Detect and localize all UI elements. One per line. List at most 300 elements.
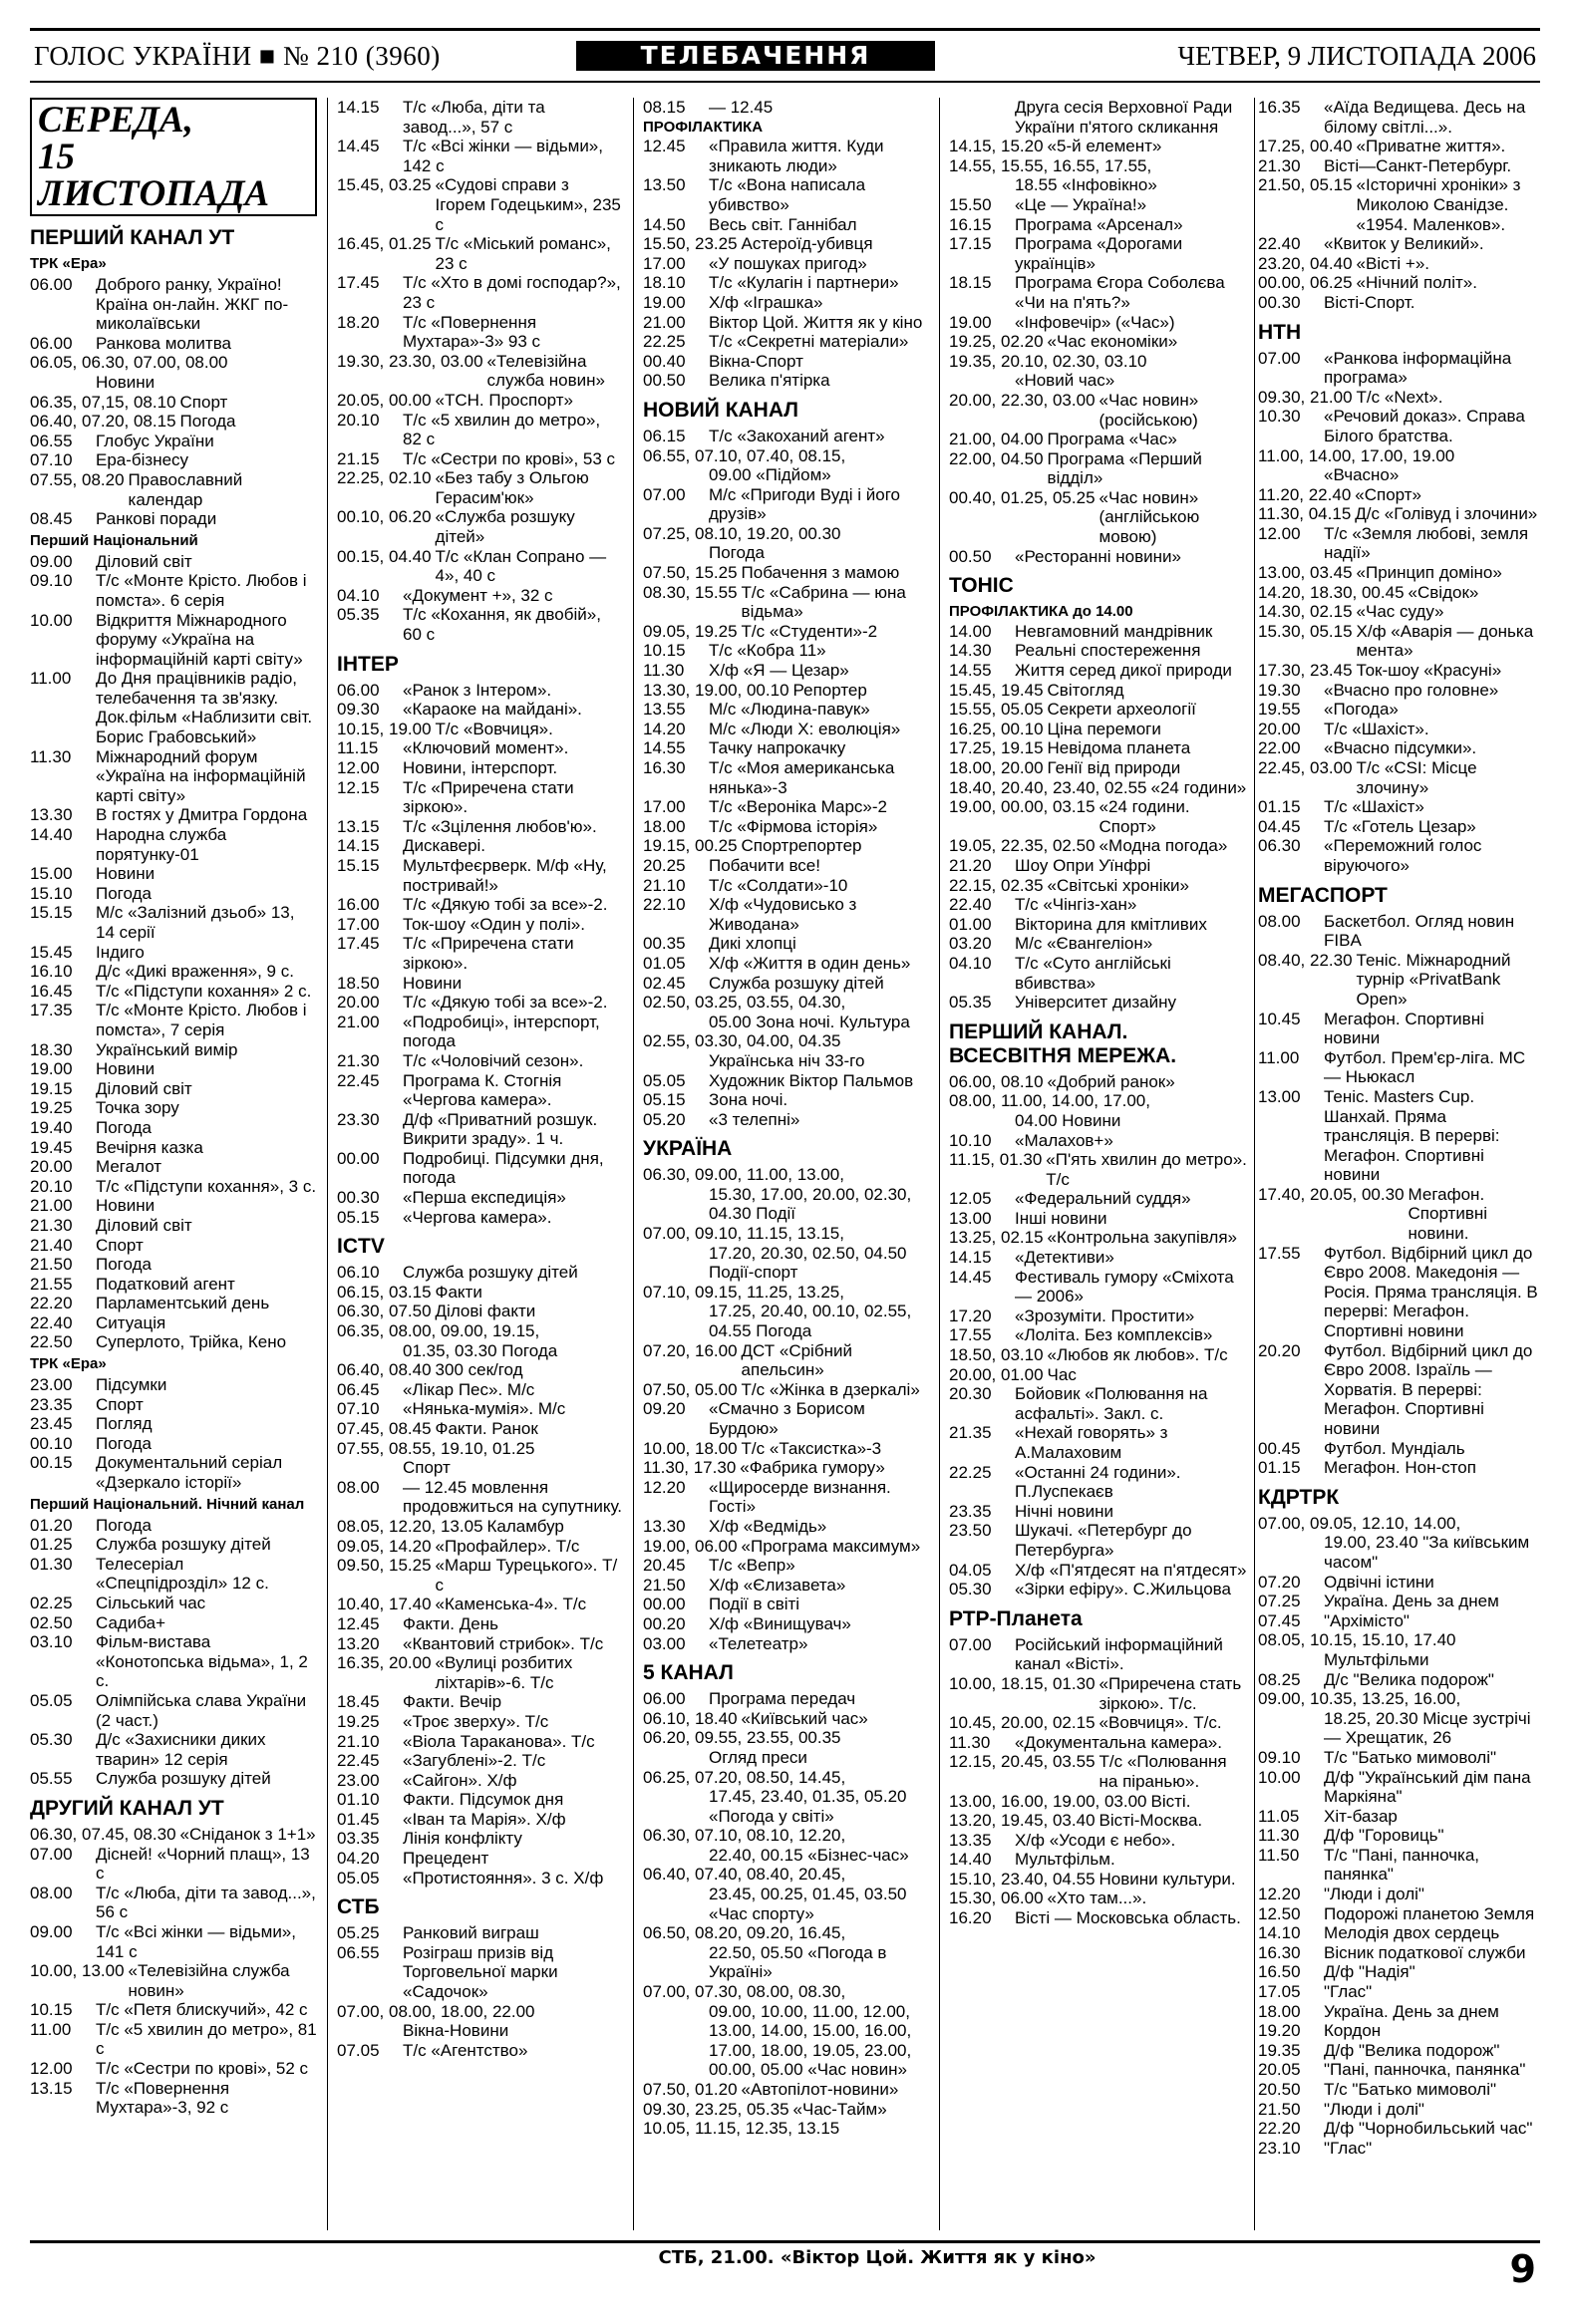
listing-entry — [949, 720, 1250, 739]
listing-time: 04.45 — [1258, 816, 1301, 836]
channel-heading: КДРТРК — [1258, 1485, 1340, 1509]
listing-title: Погляд — [96, 1414, 153, 1434]
listing-entry — [1258, 817, 1540, 837]
listing-title: «Смачно з Борисом Бурдою» — [709, 1399, 865, 1438]
listing-title: Д/с «Дикі враження», 9 с. — [96, 962, 294, 982]
listing-entry — [1258, 1689, 1540, 1709]
listing-entry — [1258, 583, 1540, 603]
listing-title: Подробиці. Підсумки дня, погода — [403, 1148, 604, 1188]
listing-entry — [643, 1728, 928, 1748]
listing-entry — [949, 1674, 1250, 1713]
listing-title: Т/с «Петя блискучий», 42 с — [96, 2000, 308, 2020]
listing-title: Світогляд — [1047, 680, 1124, 700]
listing-title: Т/с «Шахіст» — [1324, 797, 1424, 817]
listing-entry — [337, 468, 622, 507]
listing-time: 12.20 — [643, 1477, 686, 1497]
listing-time: 09.50, 15.25 — [337, 1556, 432, 1576]
listing-entry — [30, 552, 317, 572]
listing-entry — [30, 1375, 317, 1395]
listing-title: Т/с "Пані, панночка, панянка" — [1324, 1845, 1480, 1885]
listing-entry — [30, 1332, 317, 1352]
listing-title: Мелодія двох сердець — [1324, 1923, 1500, 1943]
listing-title: Т/с «Земля любові, земля надії» — [1324, 523, 1529, 563]
listing-entry — [949, 1365, 1250, 1385]
listing-time: 08.45 — [30, 509, 73, 529]
listing-entry — [1258, 1768, 1540, 1807]
listing-time: 12.05 — [949, 1189, 992, 1209]
listing-time: 18.40, 20.40, 23.40, 02.55 — [949, 777, 1147, 797]
listing-title: Мультфеєрверк. М/ф «Ну, постривай!» — [403, 855, 607, 895]
listing-entry — [949, 195, 1250, 215]
listing-time: 19.00, 00.00, 03.15 — [949, 797, 1096, 817]
listing-title — [845, 524, 928, 544]
listing-entry — [30, 903, 317, 942]
listing-time: 08.00 — [337, 1477, 380, 1497]
listing-title: Програма «Арсенал» — [1015, 214, 1183, 234]
listing-entry — [643, 738, 928, 758]
listing-title: Т/с «Готель Цезар» — [1324, 816, 1476, 836]
listing-time: 18.20 — [337, 312, 380, 332]
listing-continuation: Огляд преси — [709, 1747, 807, 1767]
listing-entry — [30, 611, 317, 670]
listing-title: «Без табу з Ольгою Герасим'юк» — [435, 468, 589, 507]
listing-entry — [949, 797, 1250, 836]
listing-entry — [30, 1275, 317, 1295]
listing-title: Вікторина для кмітливих — [1015, 914, 1207, 934]
listing-time: 13.20 — [337, 1633, 380, 1653]
listing-time: 16.10 — [30, 962, 73, 982]
listing-time: 22.10 — [643, 895, 686, 915]
listing-entry — [949, 156, 1250, 176]
listing-continuation: 18.25, 20.30 Місце зустрічі — Хрещатик, 26 — [1324, 1708, 1531, 1748]
listing-entry — [337, 993, 622, 1013]
listing-time: 03.35 — [337, 1829, 380, 1849]
listing-title: «Федеральний суддя» — [1015, 1189, 1191, 1209]
listing-title: Т/с "Батько мимоволі" — [1324, 1747, 1497, 1767]
listing-entry — [643, 1595, 928, 1614]
listing-entry — [337, 234, 622, 273]
listing-time: 00.50 — [643, 371, 686, 391]
listing-time: 01.25 — [30, 1535, 73, 1555]
listing-column-4 — [949, 98, 1250, 2230]
listing-title: «Добрий ранок» — [1047, 1071, 1175, 1091]
listing-title: Документальний серіал «Дзеркало історії» — [96, 1453, 283, 1493]
listing-entry — [1258, 1048, 1540, 1087]
listing-entry — [1258, 1670, 1540, 1690]
listing-time: 20.00, 01.00 — [949, 1364, 1044, 1384]
listing-entry — [949, 1189, 1250, 1209]
listing-time: 10.00, 18.15, 01.30 — [949, 1673, 1096, 1693]
listing-entry — [30, 432, 317, 451]
listing-entry — [1258, 622, 1540, 661]
listing-entry — [949, 1831, 1250, 1851]
listing-time: 11.30, 17.30 — [643, 1458, 737, 1478]
listing-title: «Речовий доказ». Справа Білого братства. — [1324, 407, 1525, 445]
listing-time: 14.20 — [643, 719, 686, 738]
listing-title: Програма «Час» — [1047, 430, 1177, 449]
listing-time: 19.55 — [1258, 700, 1301, 720]
listing-time: 18.00, 20.00 — [949, 758, 1044, 777]
listing-title: Весь світ. Ганнібал — [709, 214, 857, 234]
listing-entry — [949, 1521, 1250, 1560]
listing-time: 16.30 — [1258, 1942, 1301, 1962]
listing-title: Підсумки — [96, 1375, 167, 1395]
channel-heading: ДРУГИЙ КАНАЛ УТ — [30, 1796, 224, 1820]
listing-entry — [337, 1790, 622, 1810]
channel-subheading: ТРК «Ера» — [30, 255, 107, 272]
listing-title: «Марш Турецького». Т/с — [435, 1556, 618, 1595]
listing-entry — [337, 1439, 622, 1459]
listing-time: 11.00, 14.00, 17.00, 19.00 — [1258, 445, 1455, 465]
listing-title: Секрети археології — [1047, 700, 1196, 720]
listing-title: Факти. Підсумок дня — [403, 1790, 564, 1810]
listing-title: Реальні спостереження — [1015, 641, 1201, 661]
listing-entry — [643, 1982, 928, 2002]
listing-time: 15.30, 06.00 — [949, 1888, 1044, 1908]
listing-title: Т/с «Суто англійські вбивства» — [1015, 953, 1171, 993]
listing-time: 22.25 — [949, 1462, 992, 1482]
listing-entry — [30, 1613, 317, 1633]
listing-entry — [949, 778, 1250, 798]
listing-title: Т/с «Приречена стати зіркою». — [403, 934, 574, 973]
listing-title: Діловий світ — [96, 1215, 192, 1235]
listing-title: Т/с «Люба, діти та завод...», 57 с — [403, 98, 545, 137]
listing-entry — [337, 1751, 622, 1771]
listing-time: 20.00 — [30, 1157, 73, 1177]
listing-title: Мегафон. Спортивні новини. — [1408, 1184, 1488, 1244]
listing-entry — [337, 1810, 622, 1830]
listing-entry — [643, 1556, 928, 1576]
listing-time: 05.15 — [643, 1090, 686, 1110]
listing-time: 19.35 — [1258, 2040, 1301, 2060]
listing-time: 17.25, 19.15 — [949, 738, 1044, 758]
listing-entry — [30, 747, 317, 806]
listing-time: 07.00 — [1258, 348, 1301, 368]
listing-entry — [949, 1870, 1250, 1889]
listing-title: Д/с «Голівуд і злочини» — [1355, 504, 1538, 524]
listing-title: Д/с «Захисники диких тварин» 12 серія — [96, 1730, 266, 1769]
listing-time: 06.20, 09.55, 23.55, 00.35 — [643, 1728, 841, 1748]
listing-title: Х/ф «Іграшка» — [709, 292, 823, 312]
listing-entry — [643, 293, 928, 313]
listing-entry — [1258, 720, 1540, 739]
listing-entry — [1258, 234, 1540, 254]
listing-entry — [643, 1634, 928, 1654]
listing-entry — [949, 681, 1250, 701]
listing-notice: ПРОФІЛАКТИКА до 14.00 — [949, 603, 1133, 621]
listing-time: 08.00 — [30, 1883, 73, 1902]
listing-time: 06.30, 07.50 — [337, 1302, 432, 1321]
listing-time: 13.00 — [949, 1208, 992, 1228]
listing-column-5 — [1258, 98, 1540, 2230]
listing-time: 18.10 — [643, 273, 686, 293]
listing-time: 15.45, 19.45 — [949, 680, 1044, 700]
listing-entry — [949, 313, 1250, 333]
listing-time: 06.30, 09.00, 11.00, 13.00, — [643, 1165, 844, 1185]
listing-entry — [1258, 700, 1540, 720]
listing-time: 15.15 — [30, 903, 73, 923]
listing-entry — [949, 1908, 1250, 1928]
listing-title: Х/ф «Ведмідь» — [709, 1516, 827, 1536]
listing-title: Служба розшуку дітей — [403, 1263, 578, 1283]
listing-time: 20.20 — [1258, 1340, 1301, 1360]
listing-time: 13.35 — [949, 1830, 992, 1850]
listing-title — [1151, 352, 1250, 372]
listing-entry — [643, 817, 928, 837]
listing-title — [845, 1031, 928, 1051]
listing-entry — [30, 1157, 317, 1177]
listing-time: 21.50, 05.15 — [1258, 175, 1353, 195]
listing-time: 23.50 — [949, 1521, 992, 1541]
listing-entry — [30, 1453, 317, 1492]
listing-title: Т/с «5 хвилин до метро», 81 с — [96, 2019, 317, 2059]
listing-time: 21.00 — [337, 1012, 380, 1031]
listing-entry — [949, 1384, 1250, 1423]
listing-title — [1464, 1689, 1540, 1709]
listing-entry — [949, 856, 1250, 876]
listing-title: «Приречена стать зіркою». Т/с. — [1099, 1673, 1242, 1713]
listing-entry — [949, 758, 1250, 778]
listing-title: Новини культури. — [1099, 1869, 1236, 1888]
listing-title: «Автопілот-новини» — [741, 2080, 899, 2099]
listing-entry — [949, 137, 1250, 156]
listing-title: Телесеріал «Спецпідрозділ» 12 с. — [96, 1554, 269, 1594]
listing-time: 22.25, 02.10 — [337, 468, 432, 488]
listing-time: 11.30 — [949, 1732, 991, 1752]
listing-title: «Детективи» — [1015, 1248, 1114, 1268]
listing-entry — [30, 1555, 317, 1594]
listing-entry — [949, 547, 1250, 567]
listing-title: Ранкова молитва — [96, 333, 231, 353]
listing-title: Український вимір — [96, 1039, 238, 1059]
listing-time: 14.30, 02.15 — [1258, 602, 1353, 622]
listing-entry — [1258, 681, 1540, 701]
listing-time: 22.15, 02.35 — [949, 875, 1044, 895]
listing-time: 08.15 — [643, 98, 686, 117]
listing-title: Т/с «Студенти»-2 — [741, 621, 878, 641]
listing-entry — [643, 563, 928, 583]
listing-entry — [643, 1689, 928, 1709]
listing-time: 12.15 — [337, 777, 380, 797]
listing-entry — [1258, 1982, 1540, 2002]
listing-entry — [30, 1079, 317, 1099]
listing-title: "Люди і долі" — [1324, 2099, 1424, 2119]
listing-title: «Спорт» — [1355, 484, 1421, 504]
listing-title: Т/с «Кохання, як двобій», 60 с — [403, 605, 601, 645]
listing-title: М/с «Євангеліон» — [1015, 934, 1153, 954]
listing-entry — [337, 1595, 622, 1614]
listing-time: 23.35 — [949, 1501, 992, 1521]
listing-time: 20.45 — [643, 1556, 686, 1576]
listing-time: 23.30 — [337, 1109, 380, 1129]
listing-title: Теніс. Міжнародний турнір «PrivatBank Open» — [1356, 950, 1511, 1009]
listing-entry — [949, 1463, 1250, 1502]
listing-time: 13.30 — [30, 805, 73, 825]
listing-continuation: 18.55 «Інфовікно» — [1015, 175, 1157, 195]
listing-entry — [1258, 407, 1540, 445]
listing-title — [1458, 446, 1540, 466]
listing-time: 05.15 — [337, 1207, 380, 1227]
listing-time: 13.20, 19.45, 03.40 — [949, 1811, 1096, 1831]
masthead — [30, 28, 1540, 83]
listing-time: 18.50 — [337, 973, 380, 993]
listing-entry — [949, 1228, 1250, 1248]
listing-time: 06.10 — [337, 1263, 380, 1283]
listing-entry — [30, 275, 317, 334]
listing-time: 19.20 — [1258, 2021, 1301, 2041]
listing-time: 06.10, 18.40 — [643, 1708, 738, 1728]
listing-title: Погода — [96, 1515, 152, 1535]
listing-title: Т/с «Міський романс», 23 с — [435, 234, 611, 273]
listing-title: Відкриття Міжнародного форуму «Україна на інформаційній карті світу» — [96, 610, 303, 669]
listing-time: 13.30, 19.00, 00.10 — [643, 680, 789, 700]
listing-title: Д/ф "Велика подорож" — [1324, 2040, 1500, 2060]
listing-time: 09.00, 10.35, 13.25, 16.00, — [1258, 1689, 1461, 1709]
listing-entry — [643, 720, 928, 739]
listing-title: «Документ +», 32 с — [403, 585, 553, 605]
listing-title: Вісті-Спорт. — [1324, 292, 1415, 312]
listing-entry — [949, 738, 1250, 758]
listing-entry — [337, 2002, 622, 2022]
listing-entry — [1258, 912, 1540, 951]
listing-title: Погода — [179, 412, 236, 432]
listing-entry — [1258, 293, 1540, 313]
listing-entry — [643, 1031, 928, 1051]
listing-time: 08.05, 12.20, 13.05 — [337, 1516, 483, 1536]
listing-time: 00.00, 06.25 — [1258, 273, 1353, 293]
listing-entry — [1258, 758, 1540, 797]
listing-time: 01.00 — [949, 914, 992, 934]
listing-entry — [1258, 563, 1540, 583]
listing-continuation: Українська ніч 33-го — [709, 1050, 865, 1070]
listing-entry — [949, 449, 1250, 488]
listing-entry — [337, 1208, 622, 1228]
listing-title: Т/с «CSI: Місце злочину» — [1356, 758, 1477, 797]
listing-title: «У пошуках пригод» — [709, 253, 867, 273]
listing-title: Т/с «Полювання на піранью». — [1099, 1752, 1227, 1791]
listing-entry — [643, 661, 928, 681]
listing-time: 11.00 — [30, 2019, 72, 2039]
listing-title: Т/с «Кобра 11» — [709, 641, 826, 661]
listing-title: Ситуація — [96, 1312, 166, 1332]
listing-title: Т/с «Монте Крісто. Любов і помста», 7 серія — [96, 1001, 307, 1039]
listing-title: «Каменська-4». Т/с — [435, 1595, 587, 1614]
listing-time: 19.40 — [30, 1117, 73, 1137]
listing-time: 09.05, 19.25 — [643, 621, 738, 641]
listing-continuation: 17.20, 20.30, 02.50, 04.50 Події-спорт — [709, 1243, 907, 1283]
listing-entry — [30, 1196, 317, 1216]
listing-title: «Час-Тайм» — [792, 2099, 887, 2119]
listing-title: Т/с «Шахіст». — [1324, 719, 1429, 738]
listing-entry — [337, 700, 622, 720]
listing-entry — [337, 1302, 622, 1321]
listing-title: Баскетбол. Огляд новин FIBA — [1324, 911, 1515, 951]
listing-title: Т/с «Клан Сопрано — 4», 40 с — [435, 546, 607, 586]
listing-time: 10.00 — [30, 610, 73, 630]
listing-entry — [30, 825, 317, 864]
listing-time: 09.05, 14.20 — [337, 1536, 432, 1556]
listing-title: Х/ф «П'ятдесят на п'ятдесят» — [1015, 1560, 1247, 1580]
column-divider — [939, 98, 940, 2230]
listing-time: 15.50 — [949, 194, 992, 214]
listing-title: Велика п'ятірка — [709, 371, 830, 391]
footer-promo: СТБ, 21.00. «Віктор Цой. Життя як у кіно» — [658, 2247, 1097, 2268]
listing-title: «Любов як любов». Т/с — [1047, 1345, 1228, 1365]
channel-heading: НОВИЙ КАНАЛ — [643, 398, 798, 422]
listing-entry — [1258, 2041, 1540, 2061]
listing-entry — [1258, 2060, 1540, 2080]
listing-title: «Інфовечір» («Час») — [1015, 312, 1175, 332]
listing-entry — [30, 1730, 317, 1769]
listing-title: Програма «Дорогами українців» — [1015, 234, 1183, 273]
listing-time: 07.50, 01.20 — [643, 2080, 738, 2099]
listing-title: Т/с «Сестри по крові», 53 с — [403, 448, 616, 468]
listing-title — [1460, 1630, 1540, 1650]
listing-entry — [1258, 1748, 1540, 1768]
listing-time: 11.20, 22.40 — [1258, 484, 1352, 504]
listing-time: 15.15 — [337, 855, 380, 875]
listing-entry — [949, 1268, 1250, 1307]
listing-time: 01.10 — [337, 1790, 380, 1810]
listing-entry — [949, 391, 1250, 430]
listing-title: "Глас" — [1324, 1982, 1373, 2002]
listing-time: 21.40 — [30, 1235, 73, 1255]
listing-title: Україна. День за днем — [1324, 2001, 1499, 2021]
listing-entry — [1258, 1244, 1540, 1341]
listing-time: 06.30, 07.45, 08.30 — [30, 1824, 176, 1844]
listing-title: Доброго ранку, Україно! Країна он-лайн. ЖКГ по-миколаївськи — [96, 275, 289, 334]
listing-title: Д/ф "Український дім пана Маркіяна" — [1324, 1767, 1531, 1807]
listing-entry — [949, 934, 1250, 954]
listing-entry — [337, 1712, 622, 1732]
listing-entry — [949, 700, 1250, 720]
listing-title: «Зірки ефіру». С.Жильцова — [1015, 1580, 1231, 1599]
listing-time: 06.35, 08.00, 09.00, 19.15, — [337, 1321, 540, 1341]
listing-title: Спорт — [179, 392, 228, 412]
listing-time: 00.15, 04.40 — [337, 546, 432, 566]
listing-time: 07.45 — [1258, 1610, 1301, 1630]
listing-title: Вісті — Московська область. — [1015, 1908, 1241, 1928]
listing-time: 06.45 — [337, 1379, 380, 1399]
listing-time: 04.05 — [949, 1560, 992, 1580]
listing-title — [543, 1321, 622, 1341]
listing-entry — [30, 1922, 317, 1961]
listing-time: 22.25 — [643, 332, 686, 352]
listing-title: Точка зору — [96, 1098, 179, 1118]
listing-time: 21.50 — [30, 1255, 73, 1275]
listing-time: 14.55, 15.55, 16.55, 17.55, — [949, 155, 1152, 175]
listing-continuation: Новини — [96, 372, 156, 392]
listing-time: 05.25 — [337, 1923, 380, 1943]
listing-time: 05.55 — [30, 1769, 73, 1789]
listing-title: «Квиток у Великий». — [1324, 234, 1484, 254]
listing-title: Мегалот — [96, 1157, 162, 1177]
listing-entry — [337, 1419, 622, 1439]
listing-entry — [949, 1150, 1250, 1189]
listing-time: 20.00 — [1258, 719, 1301, 738]
listing-time: 20.05 — [1258, 2060, 1301, 2080]
listing-time: 23.20, 04.40 — [1258, 253, 1353, 273]
listing-title: Кордон — [1324, 2021, 1382, 2041]
listing-time: 07.20 — [1258, 1572, 1301, 1592]
listing-time: 19.25, 02.20 — [949, 332, 1044, 352]
listing-time: 15.45, 03.25 — [337, 175, 432, 195]
listing-entry — [643, 895, 928, 934]
listing-entry — [1258, 951, 1540, 1010]
listing-title: Т/с «Дякую тобі за все»-2. — [403, 895, 608, 915]
listing-title: «Вовчиця». Т/с. — [1099, 1713, 1222, 1733]
listing-time: 06.00 — [30, 333, 73, 353]
